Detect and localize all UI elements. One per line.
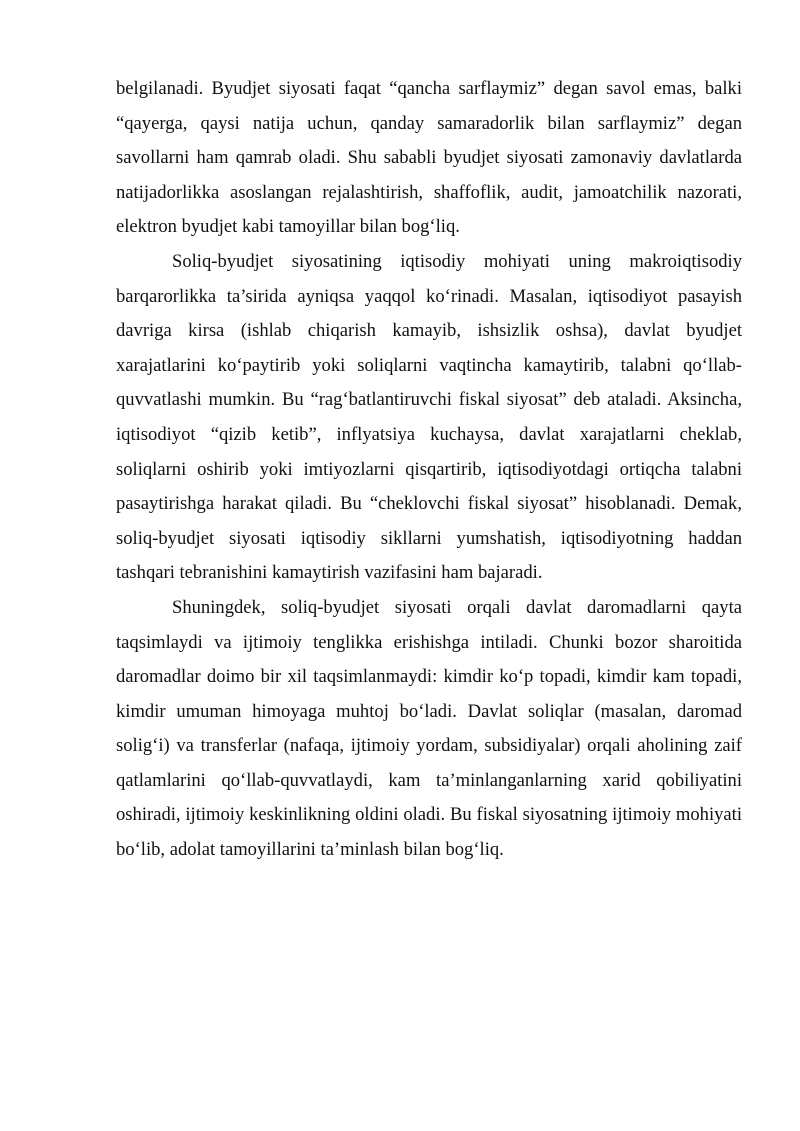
paragraph-social-essence: Shuningdek, soliq-byudjet siyosati orqali davlat daromadlarni qayta taqsimlaydi va ijtimoiy tenglikka erishishga intiladi. Chunki bozor sharoitida daromadlar doimo bir xil taqsimlanmaydi: kimdir ko‘p topadi, kimdir kam topadi, kimdir umuman himoyaga muhtoj bo‘ladi. Davlat soliqlar (masalan, daromad solig‘i) va transferlar (nafaqa, ijtimoiy yordam, subsidiyalar) orqali aholining zaif qatlamlarini qo‘llab-quvvatlaydi, kam ta’minlanganlarning xarid qobiliyatini oshiradi, ijtimoiy keskinlikning oldini oladi. Bu fiskal siyosatning ijtimoiy mohiyati bo‘lib, adolat tamoyillarini ta’minlash bilan bog‘liq. (116, 596, 742, 861)
document-page (116, 72, 742, 868)
paragraph-economic-essence: Soliq-byudjet siyosatining iqtisodiy mohiyati uning makroiqtisodiy barqarorlikka ta’sirida ayniqsa yaqqol ko‘rinadi. Masalan, iqtisodiyot pasayish davriga kirsa (ishlab chiqarish kamayib, ishsizlik oshsa), davlat byudjet xarajatlarini ko‘paytirib yoki soliqlarni vaqtincha kamaytirib, talabni qo‘llab-quvvatlashi mumkin. Bu “rag‘batlantiruvchi fiskal siyosat” deb ataladi. Aksincha, iqtisodiyot “qizib ketib”, inflyatsiya kuchaysa, davlat xarajatlarni cheklab, soliqlarni oshirib yoki imtiyozlarni qisqartirib, iqtisodiyotdagi ortiqcha talabni pasaytirishga harakat qiladi. Bu “cheklovchi fiskal siyosat” hisoblanadi. Demak, soliq-byudjet siyosati iqtisodiy sikllarni yumshatish, iqtisodiyotning haddan tashqari tebranishini kamaytirish vazifasini ham bajaradi. (116, 250, 742, 584)
paragraph-continuation: belgilanadi. Byudjet siyosati faqat “qancha sarflaymiz” degan savol emas, balki “qayerga, qaysi natija uchun, qanday samaradorlik bilan sarflaymiz” degan savollarni ham qamrab oladi. Shu sababli byudjet siyosati zamonaviy davlatlarda natijadorlikka asoslangan rejalashtirish, shaffoflik, audit, jamoatchilik nazorati, elektron byudjet kabi tamoyillar bilan bog‘liq. (116, 78, 742, 238)
